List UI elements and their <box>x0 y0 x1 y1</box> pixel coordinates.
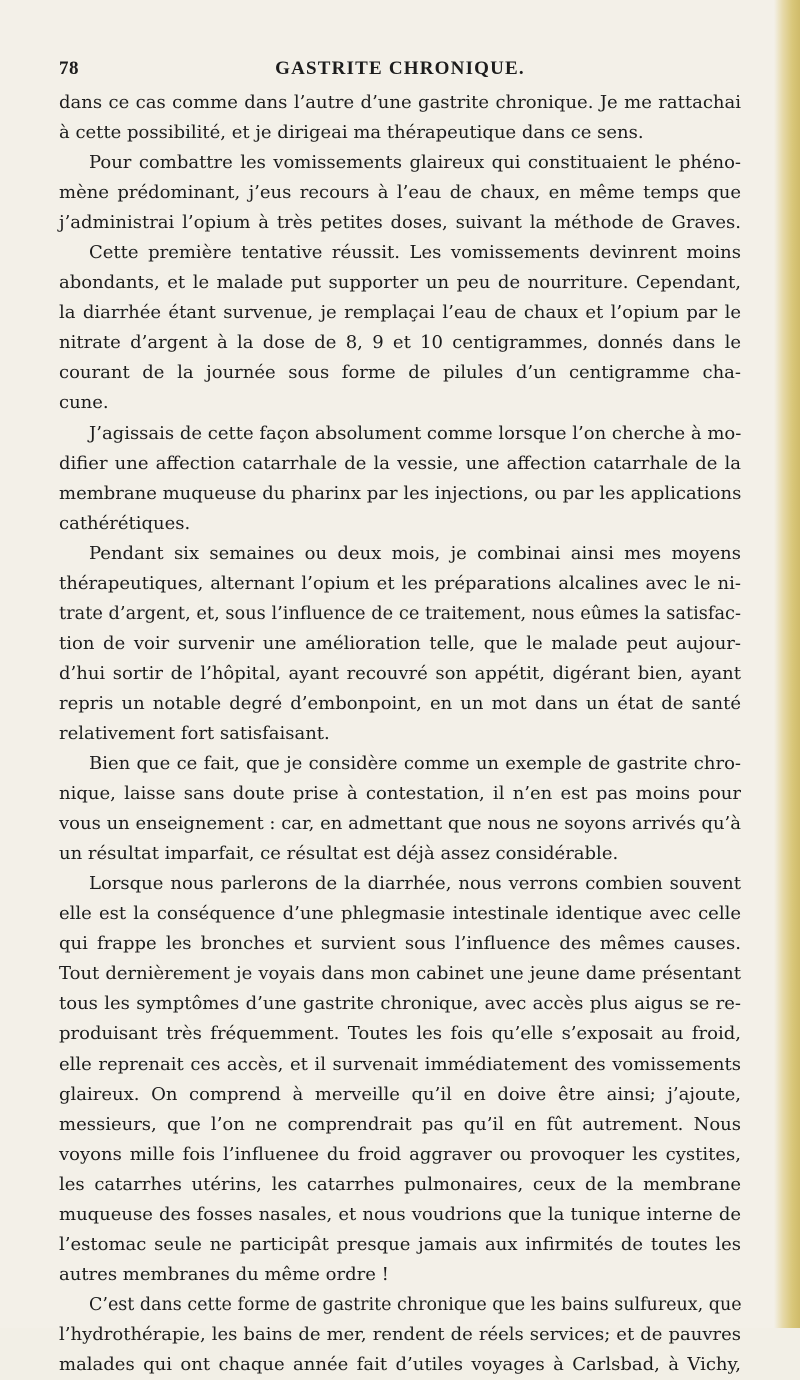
text-line: qui frappe les bronches et survient sous l’influence des mêmes causes. <box>59 933 741 955</box>
text-line: dans ce cas comme dans l’autre d’une gastrite chronique. Je me rattachai <box>59 92 741 113</box>
text-line: muqueuse des fosses nasales, et nous voudrions que la tunique interne de <box>59 1203 741 1225</box>
text-line: Lorsque nous parlerons de la diarrhée, nous verrons combien souvent <box>89 873 741 895</box>
text-line: tous les symptômes d’une gastrite chronique, avec accès plus aigus se re- <box>59 993 741 1015</box>
text-line: messieurs, que l’on ne comprendrait pas qu’il en fût autrement. Nous <box>59 1113 741 1135</box>
text-line: J’agissais de cette façon absolument comme lorsque l’on cherche à mo- <box>89 422 742 444</box>
text-line: voyons mille fois l’influenee du froid aggraver ou provoquer les cystites, <box>59 1143 741 1165</box>
text-line: courant de la journée sous forme de pilules d’un centigramme cha- <box>59 362 741 384</box>
text-line: Tout dernièrement je voyais dans mon cabinet une jeune dame présentant <box>59 963 741 985</box>
text-line: nique, laisse sans doute prise à contestation, il n’en est pas moins pour <box>59 783 741 805</box>
page-number: 78 <box>59 58 79 79</box>
text-line: glaireux. On comprend à merveille qu’il en doive être ainsi; j’ajoute, <box>59 1083 741 1105</box>
text-line: relativement fort satisfaisant. <box>59 722 330 744</box>
text-line: mène prédominant, j’eus recours à l’eau de chaux, en même temps que <box>59 182 741 204</box>
text-line: elle est la conséquence d’une phlegmasie intestinale identique avec celle <box>59 903 741 925</box>
text-line: elle reprenait ces accès, et il survenait immédiatement des vomissements <box>59 1053 741 1075</box>
text-line: Pour combattre les vomissements glaireux qui constituaient le phéno- <box>89 152 741 174</box>
text-line: trate d’argent, et, sous l’influence de ce traitement, nous eûmes la satisfac- <box>59 603 741 624</box>
text-line: thérapeutiques, alternant l’opium et les préparations alcalines avec le ni- <box>59 572 741 594</box>
text-line: Cette première tentative réussit. Les vomissements devinrent moins <box>89 242 741 264</box>
text-line: l’estomac seule ne participât presque jamais aux infirmités de toutes les <box>59 1233 741 1255</box>
text-line: vous un enseignement : car, en admettant que nous ne soyons arrivés qu’à <box>59 813 741 835</box>
page-header <box>59 58 741 88</box>
text-line: un résultat imparfait, ce résultat est déjà assez considérable. <box>59 843 619 865</box>
running-head: GASTRITE CHRONIQUE. <box>275 58 525 79</box>
text-line: j’administrai l’opium à très petites doses, suivant la méthode de Graves. <box>59 212 741 234</box>
text-line: malades qui ont chaque année fait d’utiles voyages à Carlsbad, à Vichy, <box>59 1353 741 1375</box>
text-line: cune. <box>59 392 109 414</box>
text-line: à cette possibilité, et je dirigeai ma thérapeutique dans ce sens. <box>59 122 644 144</box>
text-line: C’est dans cette forme de gastrite chronique que les bains sulfureux, que <box>89 1294 742 1315</box>
text-line: autres membranes du même ordre ! <box>59 1263 389 1285</box>
text-line: Pendant six semaines ou deux mois, je combinai ainsi mes moyens <box>89 542 741 564</box>
text-line: les catarrhes utérins, les catarrhes pulmonaires, ceux de la membrane <box>59 1173 741 1195</box>
body-text <box>59 88 741 1380</box>
page-edge <box>774 0 800 1328</box>
text-line: d’hui sortir de l’hôpital, ayant recouvré son appétit, digérant bien, ayant <box>59 662 741 684</box>
text-line: la diarrhée étant survenue, je remplaçai l’eau de chaux et l’opium par le <box>59 302 741 324</box>
text-line: cathérétiques. <box>59 512 191 534</box>
text-line: repris un notable degré d’embonpoint, en un mot dans un état de santé <box>59 692 741 714</box>
text-line: nitrate d’argent à la dose de 8, 9 et 10 centigrammes, donnés dans le <box>59 332 741 354</box>
text-line: membrane muqueuse du pharinx par les injections, ou par les applications <box>59 482 742 504</box>
text-line: produisant très fréquemment. Toutes les fois qu’elle s’exposait au froid, <box>59 1023 741 1045</box>
text-line: tion de voir survenir une amélioration telle, que le malade peut aujour- <box>59 632 741 654</box>
text-line: l’hydrothérapie, les bains de mer, rendent de réels services; et de pauvres <box>59 1323 741 1345</box>
text-line: difier une affection catarrhale de la vessie, une affection catarrhale de la <box>59 452 741 474</box>
text-line: Bien que ce fait, que je considère comme un exemple de gastrite chro- <box>89 753 741 775</box>
text-line: abondants, et le malade put supporter un peu de nourriture. Cependant, <box>59 272 741 294</box>
